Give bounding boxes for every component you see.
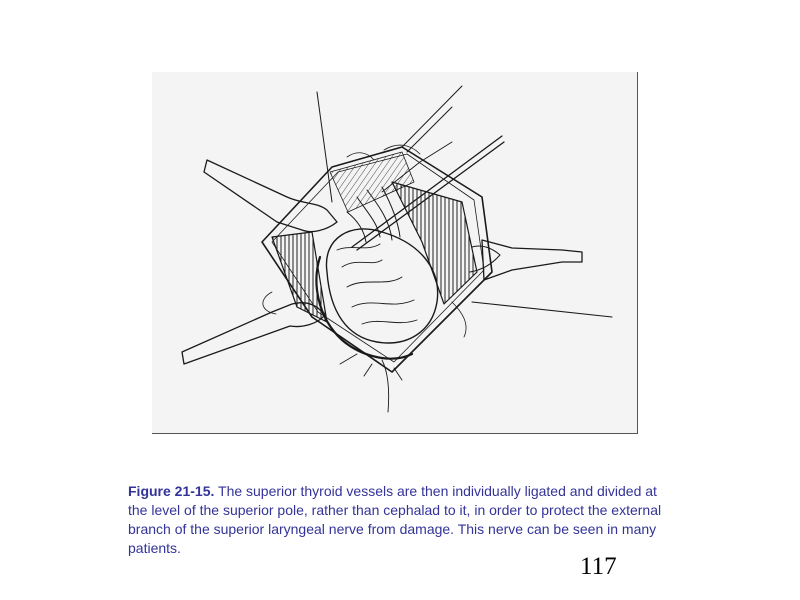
figure-caption-text: The superior thyroid vessels are then individually ligated and divided at the level of the superior pole, rather than cephalad to it, in order to protect the external branch of the superior laryngeal nerve from damage. This nerve can be seen in many patients. bbox=[128, 483, 662, 556]
strap-muscle-right bbox=[392, 182, 477, 304]
thyroid-surgery-drawing bbox=[152, 72, 638, 434]
thyroid-lobe bbox=[326, 229, 437, 343]
retractor-right bbox=[482, 240, 582, 280]
laryngeal-nerve bbox=[472, 302, 612, 317]
retractor-upper-left bbox=[204, 160, 337, 232]
figure-caption bbox=[128, 482, 673, 558]
page-number: 117 bbox=[580, 553, 617, 580]
surgical-illustration bbox=[152, 72, 638, 434]
retractor-lower-left bbox=[182, 303, 324, 364]
figure-label: Figure 21-15. bbox=[128, 483, 215, 499]
